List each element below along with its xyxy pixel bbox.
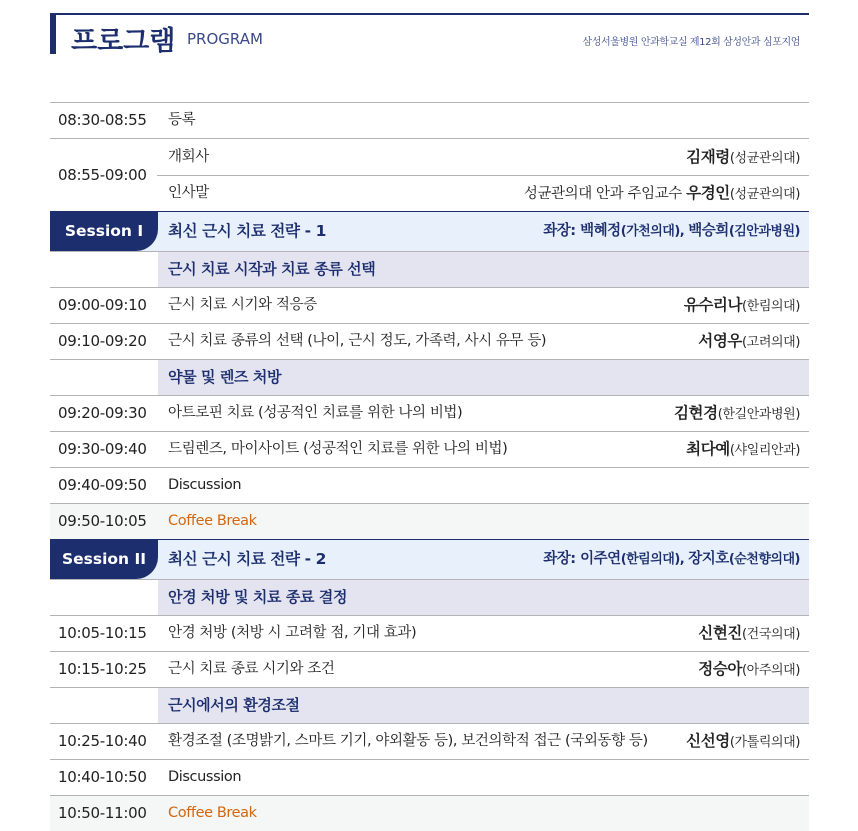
page-title-en: PROGRAM <box>187 30 263 48</box>
time-cell: 09:40-09:50 <box>58 476 147 494</box>
session-badge: Session II <box>50 540 158 579</box>
title-cell: Discussion <box>168 769 242 785</box>
title-cell: Coffee Break <box>168 805 257 821</box>
subsection-title: 근시에서의 환경조절 <box>168 696 300 714</box>
subsection-header <box>50 359 809 395</box>
title-cell: Coffee Break <box>168 513 257 529</box>
title-cell: 등록 <box>168 112 196 128</box>
time-cell: 09:30-09:40 <box>58 440 147 458</box>
session-chairs: 좌장: 백혜정(가천의대), 백승희(김안과병원) <box>543 223 800 239</box>
speaker-cell: 정승아(아주의대) <box>698 660 800 678</box>
table-row-opening <box>50 138 809 211</box>
speaker-cell <box>524 175 800 213</box>
subsection-title: 안경 처방 및 치료 종료 결정 <box>168 588 348 606</box>
title-cell: 근시 치료 시기와 적응증 <box>168 297 317 313</box>
title-cell: 근시 치료 종류의 선택 (나이, 근시 정도, 가족력, 사시 유무 등) <box>168 333 547 349</box>
title-cell: Discussion <box>168 477 242 493</box>
speaker-cell <box>686 139 800 177</box>
title-cell: 환경조절 (조명밝기, 스마트 기기, 야외활동 등), 보건의학적 접근 (국외동향 등) <box>168 733 648 749</box>
title-cell: 아트로핀 치료 (성공적인 치료를 위한 나의 비법) <box>168 405 463 421</box>
chair-name: 백승희 <box>688 223 729 239</box>
page-title: 프로그램 <box>71 26 176 57</box>
session-chairs: 좌장: 이주연(한림의대), 장지호(순천향의대) <box>543 551 800 567</box>
event-name: 삼성서울병원 안과학교실 제12회 삼성안과 심포지엄 <box>582 37 800 48</box>
table-row <box>50 723 809 759</box>
session-2-header <box>50 539 809 579</box>
speaker-prefix: 성균관의대 안과 주임교수 <box>523 186 687 202</box>
opening-address <box>157 139 809 176</box>
table-row <box>50 287 809 323</box>
speaker-cell: 서영우(고려의대) <box>698 332 800 350</box>
time-cell: 09:20-09:30 <box>58 404 147 422</box>
time-cell: 10:15-10:25 <box>58 660 147 678</box>
table-row <box>50 323 809 359</box>
session-title: 최신 근시 치료 전략 - 1 <box>168 222 326 240</box>
time-cell: 10:05-10:15 <box>58 624 147 642</box>
subsection-title: 근시 치료 시작과 치료 종류 선택 <box>168 260 376 278</box>
title-cell: 인사말 <box>168 185 209 201</box>
program-table <box>50 102 809 831</box>
subsection-header <box>50 687 809 723</box>
table-row-discussion <box>50 759 809 795</box>
time-cell: 10:40-10:50 <box>58 768 147 786</box>
time-cell: 09:50-10:05 <box>58 512 147 530</box>
speaker-name: 김재령 <box>686 148 730 166</box>
table-row <box>50 615 809 651</box>
speaker-cell: 신선영(가톨릭의대) <box>686 732 800 750</box>
chair-name: 이주연 <box>580 551 621 567</box>
speaker-affiliation: (성균관의대) <box>729 151 800 166</box>
time-cell: 09:10-09:20 <box>58 332 147 350</box>
speaker-cell: 김현경(한길안과병원) <box>673 404 800 422</box>
speaker-cell: 유수리나(한림의대) <box>683 296 800 314</box>
table-row-coffee-break <box>50 795 809 831</box>
session-badge: Session I <box>50 212 158 251</box>
speaker-affiliation: (성균관의대) <box>729 187 800 202</box>
time-cell: 10:50-11:00 <box>58 804 147 822</box>
header-line <box>50 13 809 15</box>
chair-name: 백혜정 <box>580 223 621 239</box>
chair-name: 장지호 <box>688 551 729 567</box>
header-accent-bar <box>50 13 56 54</box>
table-row <box>50 431 809 467</box>
subsection-title: 약물 및 렌즈 처방 <box>168 368 282 386</box>
session-title: 최신 근시 치료 전략 - 2 <box>168 550 326 568</box>
speaker-cell: 최다예(샤일리안과) <box>686 440 800 458</box>
time-cell: 09:00-09:10 <box>58 296 147 314</box>
title-cell: 드림렌즈, 마이사이트 (성공적인 치료를 위한 나의 비법) <box>168 441 508 457</box>
greeting <box>157 175 809 211</box>
table-row <box>50 651 809 687</box>
speaker-cell: 신현진(건국의대) <box>698 624 800 642</box>
title-cell: 근시 치료 종료 시기와 조건 <box>168 661 335 677</box>
table-row-registration <box>50 102 809 138</box>
subsection-header <box>50 251 809 287</box>
time-cell: 08:55-09:00 <box>58 166 147 184</box>
title-cell: 안경 처방 (처방 시 고려할 점, 기대 효과) <box>168 625 417 641</box>
table-row <box>50 395 809 431</box>
time-cell: 10:25-10:40 <box>58 732 147 750</box>
session-1-header <box>50 211 809 251</box>
table-row-coffee-break <box>50 503 809 539</box>
subsection-header <box>50 579 809 615</box>
table-row-discussion <box>50 467 809 503</box>
speaker-name: 우경인 <box>686 184 730 202</box>
time-cell: 08:30-08:55 <box>58 111 147 129</box>
title-cell: 개회사 <box>168 149 209 165</box>
